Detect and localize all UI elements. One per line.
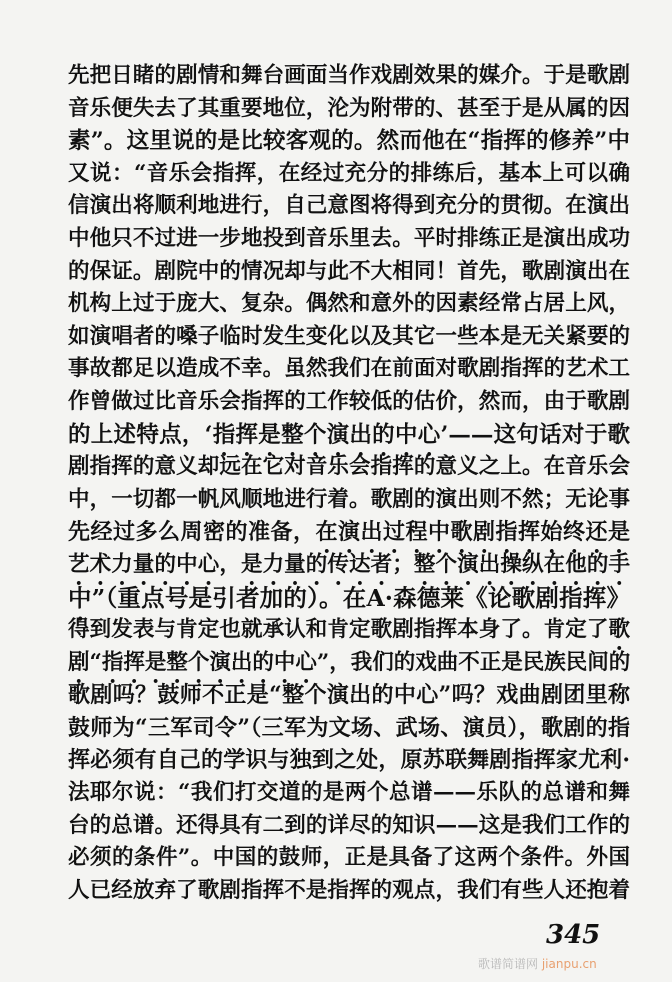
text-segment: 音乐便失去了其重要地位，沦为附带的、甚至于是从属的因 [68,95,630,121]
emphasized-text: 中 [68,583,92,612]
text-segment: 剧指挥的意义却远在它对音乐会指挥的意义之上。在音乐会 [68,454,630,480]
text-segment: ”（重点号是引者加的）。在A·森德莱《论歌剧指挥》 [91,583,631,612]
emphasized-text: 整个演出操纵在他的手 [413,551,630,577]
text-segment: 中，一切都一帆风顺地进行着。歌剧的演出则不然；无论事 [68,486,630,512]
text-line [68,190,630,223]
text-line [68,647,630,680]
text-segment: 鼓师为“三军司令”（三军为文场、武场、演员），歌剧的指 [68,714,630,741]
text-segment: 中他只不过进一步地投到音乐里去。平时排练正是演出成功 [68,225,630,251]
text-segment: 的上述特点，‘ [68,421,213,448]
text-line [68,158,630,191]
text-segment: 信演出将顺利地进行，自己意图将得到充分的贯彻。在演出 [68,193,630,219]
text-segment: 歌剧吗？鼓师不正是“整个演出的中心”吗？戏曲剧团里称 [68,682,630,709]
text-line [68,451,630,484]
text-segment: 必须的条件”。中国的鼓师，正是具备了这两个条件。外国 [68,845,630,871]
watermark-site-name: 歌谱简谱网 [478,957,539,971]
text-line [68,60,630,93]
text-segment: 法耶尔说：“我们打交道的是两个总谱——乐队的总谱和舞 [68,780,630,806]
text-line [68,679,630,712]
text-line [68,614,630,647]
emphasized-text: 指挥是整个演出的中心 [212,421,441,448]
text-line [68,288,630,321]
text-line [68,744,630,777]
watermark [478,955,597,972]
text-segment: ； [392,551,414,577]
text-segment: “ [89,649,102,675]
text-segment: ”，我们的戏曲不正是民族民间的 [316,649,631,675]
text-line [68,549,630,582]
text-line [68,582,630,615]
text-line [68,842,630,875]
text-line [68,777,630,810]
text-segment: 事故都足以造成不幸。虽然我们在前面对歌剧指挥的艺术工 [68,356,630,382]
text-line [68,256,630,289]
emphasized-text: 指挥是整个演出的中心 [101,649,317,675]
emphasized-text: 艺术力量的中心 [68,551,220,577]
emphasized-text: 是力量的传达者 [240,551,393,577]
text-segment: 作曾做过比音乐会指挥的工作较低的估价，然而，由于歌剧 [68,388,630,414]
text-segment: 台的总谱。还得具有二到的详尽的知识——这是我们工作的 [68,812,630,838]
text-line [68,712,630,745]
page-number: 345 [546,920,601,950]
text-segment: 素”。这里说的是比较客观的。然而他在“指挥的修养”中 [68,128,630,155]
emphasized-text: 歌 [608,617,630,643]
text-segment: ’——这句话对于歌 [440,421,630,448]
text-segment: 的保证。剧院中的情况却与此不大相同！首先，歌剧演出在 [68,258,630,284]
text-line [68,353,630,386]
text-segment: 又说：“音乐会指挥，在经过充分的排练后，基本上可以确 [68,160,630,186]
text-line [68,875,630,908]
text-line [68,516,630,549]
emphasized-text: 剧 [68,649,90,675]
text-segment: 先经过多么周密的准备， [68,519,316,546]
watermark-url: jianpu.cn [541,957,597,971]
text-segment: 机构上过于庞大、复杂。偶然和意外的因素经常占居上风， [68,291,630,317]
text-line [68,223,630,256]
text-line [68,321,630,354]
text-segment: 人已经放弃了歌剧指挥不是指挥的观点，我们有些人还抱着 [68,877,630,903]
body-text [68,60,630,907]
text-line [68,386,630,419]
emphasized-text: 在演出过程中歌剧指挥始终还是 [315,519,630,546]
text-line [68,419,630,452]
text-segment: 挥必须有自己的学识与独到之处，原苏联舞剧指挥家尤利· [68,747,630,774]
text-segment: ， [219,551,241,577]
text-line [68,93,630,126]
text-segment: 得到发表与肯定也就承认和肯定歌剧指挥本身了。肯定了 [68,617,609,643]
text-segment: 如演唱者的嗓子临时发生变化以及其它一些本是无关紧要的 [68,323,630,349]
text-line [68,484,630,517]
text-line [68,125,630,158]
text-segment: 先把日睹的剧情和舞台画面当作戏剧效果的媒介。于是歌剧 [68,63,630,88]
text-line [68,810,630,843]
